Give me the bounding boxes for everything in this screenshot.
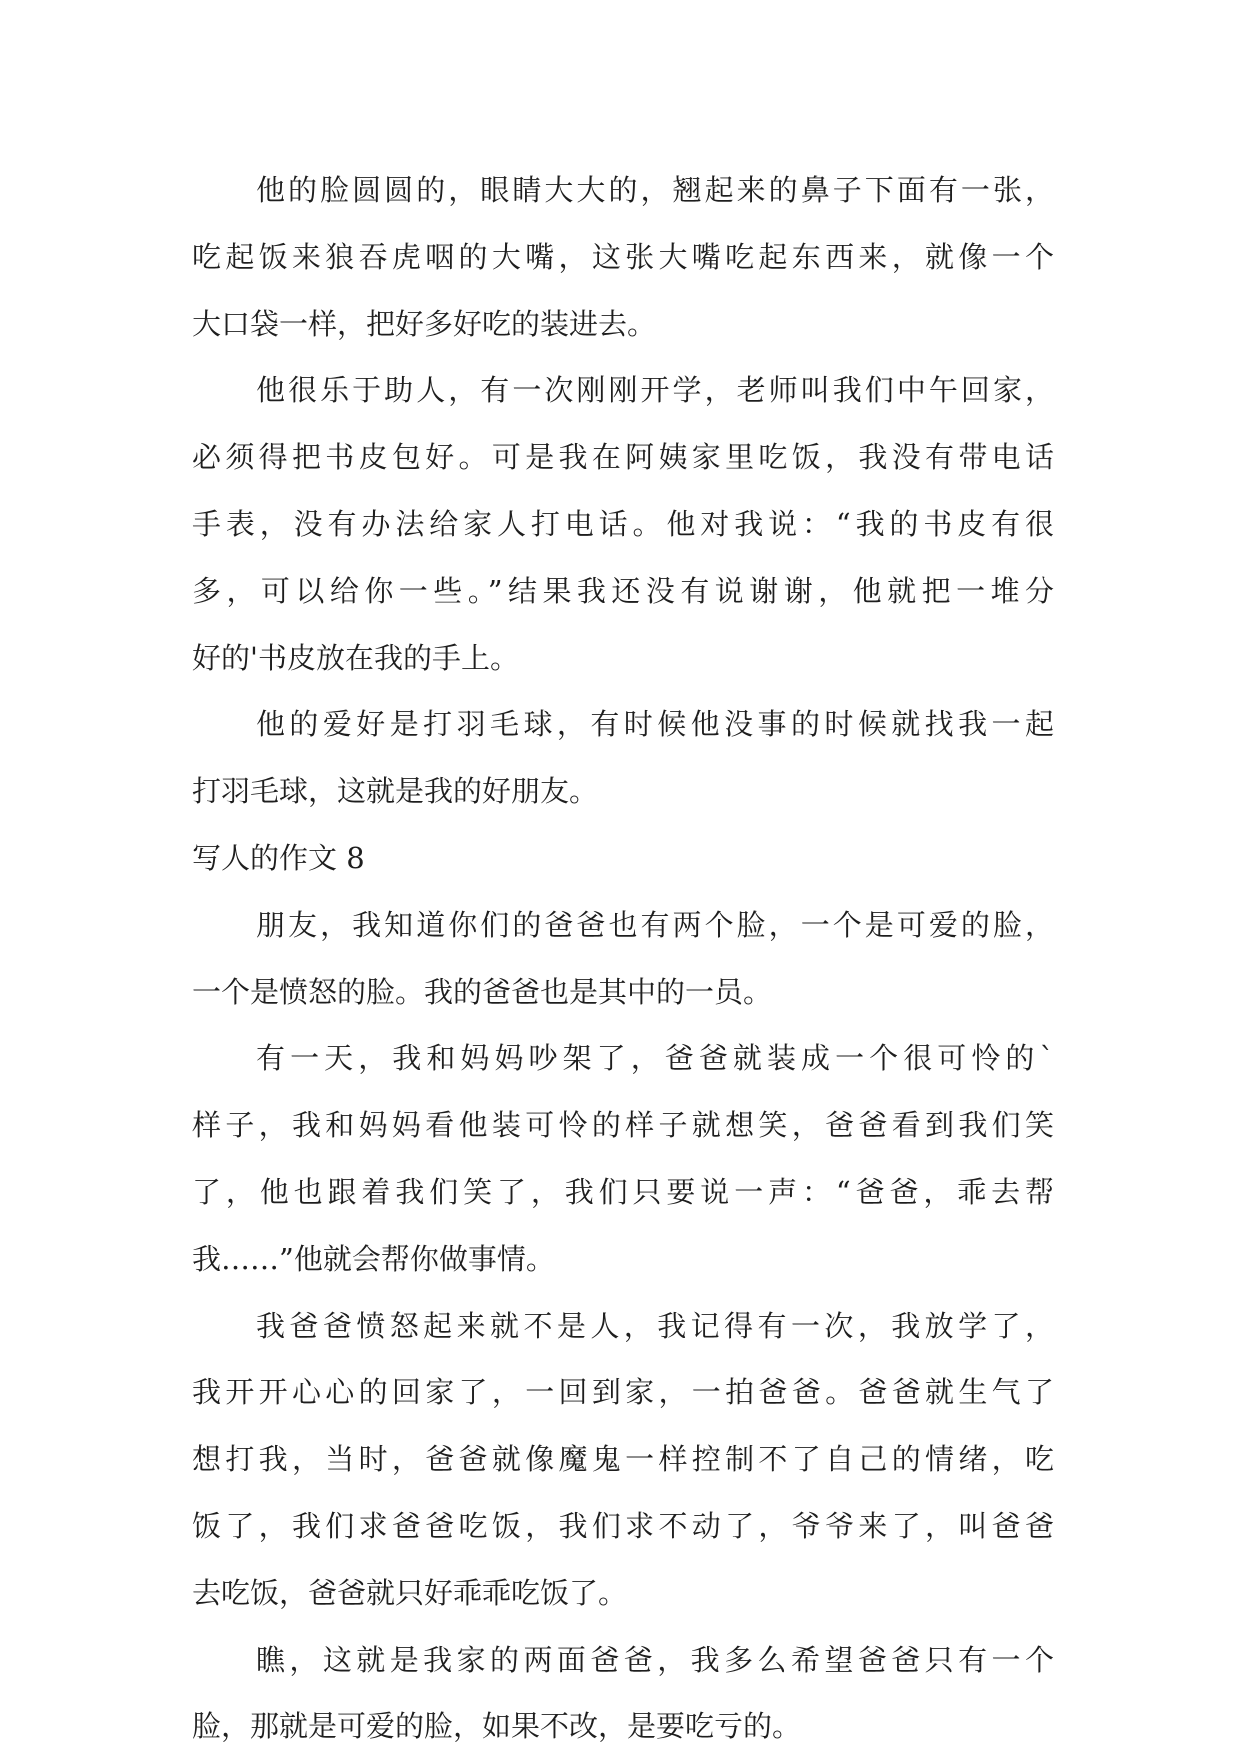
text-line: 大口袋一样，把好多好吃的装进去。 — [192, 306, 657, 341]
paragraph — [192, 892, 1054, 1026]
text-line: 一个是愤怒的脸。我的爸爸也是其中的一员。 — [192, 974, 773, 1009]
text-line: 脸，那就是可爱的脸，如果不改，是要吃亏的。 — [192, 1709, 802, 1744]
paragraph — [192, 1293, 1054, 1627]
text-line: 手表，没有办法给家人打电话。他对我说：“我的书皮有很 — [192, 506, 1054, 541]
text-line: 有一天，我和妈妈吵架了，爸爸就装成一个很可怜的` — [256, 1041, 1054, 1076]
text-line: 饭了，我们求爸爸吃饭，我们求不动了，爷爷来了，叫爸爸 — [192, 1508, 1054, 1543]
paragraph — [192, 1627, 1054, 1760]
text-line: 我……”他就会帮你做事情。 — [192, 1241, 555, 1276]
document-page — [192, 157, 1054, 1760]
text-line: 样子，我和妈妈看他装可怜的样子就想笑，爸爸看到我们笑 — [192, 1108, 1054, 1143]
text-line: 想打我，当时，爸爸就像魔鬼一样控制不了自己的情绪，吃 — [192, 1442, 1054, 1477]
text-line: 好的'书皮放在我的手上。 — [192, 640, 519, 675]
section-heading: 写人的作文 8 — [192, 840, 365, 875]
paragraph — [192, 691, 1054, 825]
text-line: 朋友，我知道你们的爸爸也有两个脸，一个是可爱的脸， — [256, 907, 1054, 942]
text-line: 了，他也跟着我们笑了，我们只要说一声：“爸爸，乖去帮 — [192, 1174, 1054, 1209]
text-line: 他的脸圆圆的，眼睛大大的，翘起来的鼻子下面有一张， — [256, 173, 1054, 207]
text-line: 多，可以给你一些。”结果我还没有说谢谢，他就把一堆分 — [192, 573, 1054, 608]
text-line: 去吃饭，爸爸就只好乖乖吃饭了。 — [192, 1575, 628, 1610]
text-line: 我开开心心的回家了，一回到家，一拍爸爸。爸爸就生气了 — [192, 1375, 1054, 1410]
text-line: 打羽毛球，这就是我的好朋友。 — [192, 774, 599, 809]
paragraph — [192, 1025, 1054, 1292]
text-line: 瞧，这就是我家的两面爸爸，我多么希望爸爸只有一个 — [256, 1642, 1054, 1677]
text-line: 吃起饭来狼吞虎咽的大嘴，这张大嘴吃起东西来，就像一个 — [192, 239, 1054, 274]
text-line: 我爸爸愤怒起来就不是人，我记得有一次，我放学了， — [256, 1308, 1054, 1343]
paragraph — [192, 357, 1054, 691]
paragraph — [192, 157, 1054, 357]
text-line: 他的爱好是打羽毛球，有时候他没事的时候就找我一起 — [256, 707, 1054, 742]
text-line: 必须得把书皮包好。可是我在阿姨家里吃饭，我没有带电话 — [192, 440, 1054, 475]
text-line: 他很乐于助人，有一次刚刚开学，老师叫我们中午回家， — [256, 373, 1054, 408]
